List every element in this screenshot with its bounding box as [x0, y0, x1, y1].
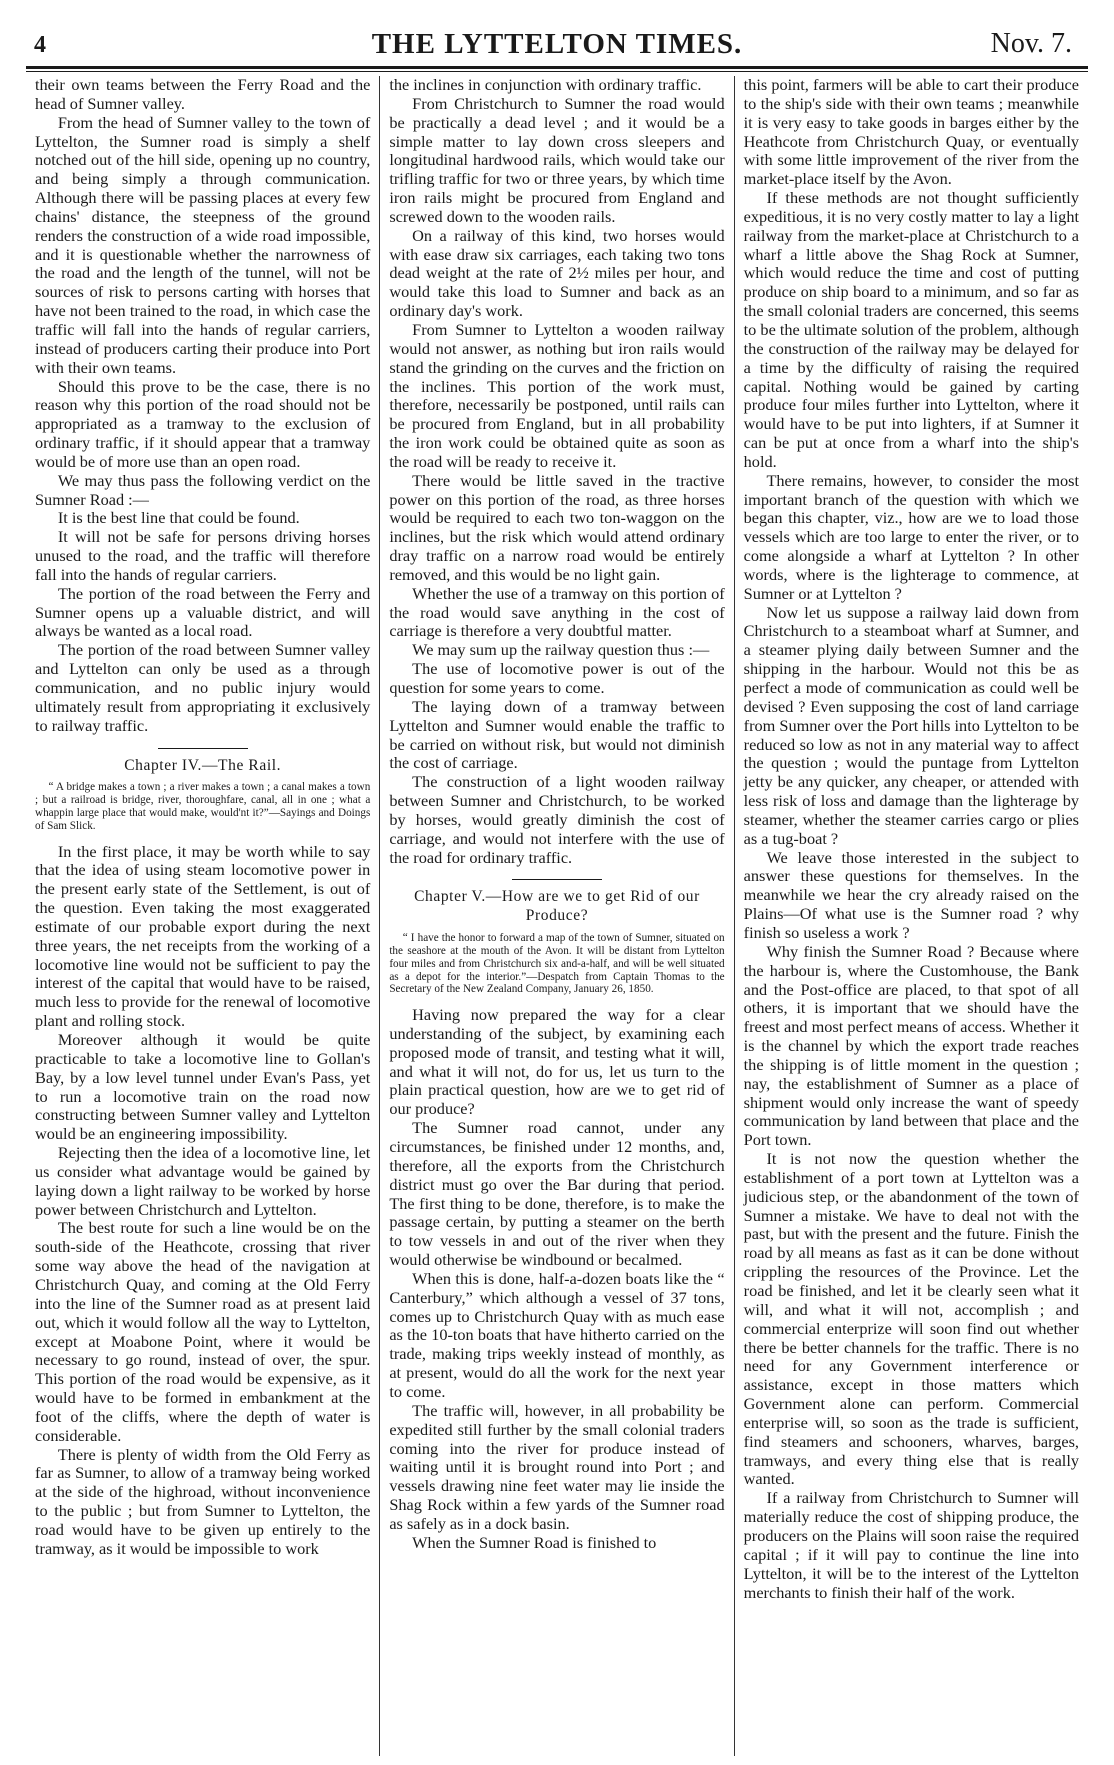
paragraph: Now let us suppose a railway laid down from Christchurch to a steamboat wharf at Sumner, and a steamer plying daily between Sumner and the shipping in the harbour. Would not this be as perfect a mode of communication as could well be devised ? Even supposing the cost of land carriage from Sumner over the Port hills into Lyttelton to be reduced so low as not in any material way to affect the question ; would the puntage from Lyttelton jetty be any quicker, any cheaper, or attended with less risk of loss and damage than the lighterage by steamer, whether the steamer carries cargo or plies as a tug-boat ? — [743, 602, 1079, 848]
paragraph: Rejecting then the idea of a locomotive line, let us consider what advantage would be gained by laying down a light railway to be worked by horse power between Christchurch and Lyttelton. — [35, 1143, 371, 1219]
column-2 — [379, 76, 733, 1756]
paragraph: The best route for such a line would be on the south-side of the Heathcote, crossing that river some way above the head of the navigation at Christchurch Quay, and coming at the Old Ferry into the line of the Sumner road as at present laid out, which it would follow all the way to Lyttelton, except at Moabone Point, where it would be necessary to go round, instead of over, the spur. This portion of the road would be expensive, as it would have to be formed in embankment at the foot of the cliffs, where the depth of water is considerable. — [35, 1218, 371, 1445]
paragraph: We leave those interested in the subject to answer these questions for themselves. In the meanwhile we hear the cry already raised on the Plains—Of what use is the Sumner road ? why finish so useless a work ? — [743, 847, 1079, 942]
paragraph: It is not now the question whether the establishment of a port town at Lyttelton was a judicious step, or the abandonment of the town of Sumner a mistake. We have to deal not with the past, but with the present and the future. Finish the road by all means as fast as it can be done without crippling the resources of the Province. Let the road be finished, and let it be clearly seen what it will, and what it will not, accomplish ; and commercial enterprize will soon find out whether there be better channels for the traffic. There is no need for any Government interference or assistance, except in those matters which Government alone can perform. Commercial enterprise will, so soon as the trade is sufficient, find steamers and schooners, wharves, barges, tramways, and every thing else that is really wanted. — [743, 1149, 1079, 1489]
section-divider — [512, 879, 602, 880]
paragraph: Having now prepared the way for a clear understanding of the subject, by examining each proposed mode of transit, and testing what it will, and what it will not, do for us, let us turn to the plain practical question, how are we to get rid of our produce? — [389, 1005, 725, 1119]
column-3 — [734, 76, 1088, 1756]
paragraph: When this is done, half-a-dozen boats like the “ Canterbury,” which although a vessel of 37 tons, comes up to Christchurch Quay with as much ease as the 10-ton boats that have hitherto carried on the trade, making trips weekly instead of monthly, as at present, would do all the work for the next year to come. — [389, 1268, 725, 1401]
article-columns — [26, 76, 1088, 1756]
chapter-epigraph: “ I have the honor to forward a map of the town of Sumner, situated on the seashore at the mouth of the Avon. It will be distant from Lyttelton four miles and from Christchurch six and-a-half, and will be well situated as a depot for the interior.”—Despatch from Captain Thomas to the Secretary of the New Zealand Company, January 26, 1850. — [389, 932, 725, 996]
paragraph: On a railway of this kind, two horses would with ease draw six carriages, each taking two tons dead weight at the rate of 2½ miles per hour, and would take this load to Sumner and back as an ordinary day's work. — [389, 225, 725, 321]
paragraph: The portion of the road between Sumner valley and Lyttelton can only be used as a through communication, and no public injury would ultimately result from appropriating it exclusively to railway traffic. — [35, 640, 371, 735]
column-1 — [26, 76, 379, 1756]
paragraph: The Sumner road cannot, under any circumstances, be finished under 12 months, and, therefore, all the exports from the Christchurch district must go over the Bar during that period. The first thing to be done, therefore, is to make the passage certain, by putting a steamer on the berth to tow vessels in and out of the river when they would otherwise be windbound or becalmed. — [389, 1118, 725, 1270]
paragraph: this point, farmers will be able to cart their produce to the ship's side with their own teams ; meanwhile it is very easy to take goods in barges either by the Heathcote from Christchurch Quay, or eventually with some little improvement of the river from the market-place itself by the Avon. — [743, 76, 1079, 189]
paragraph: We may thus pass the following verdict on the Sumner Road :— — [35, 470, 371, 509]
issue-date: Nov. 7. — [990, 28, 1072, 59]
paragraph: It will not be safe for persons driving horses unused to the road, and the traffic will therefore fall into the hands of regular carriers. — [35, 527, 371, 584]
paragraph: Should this prove to be the case, there is no reason why this portion of the road should not be appropriated as a tramway to the exclusion of ordinary traffic, if it should appear that a tramway would be of more use than an open road. — [35, 376, 371, 471]
paragraph: the inclines in conjunction with ordinary traffic. — [389, 76, 702, 94]
paragraph: There remains, however, to consider the most important branch of the question with which we began this chapter, viz., how are we to load those vessels which are too large to enter the river, or to come alongside a wharf at Lyttelton ? In other words, where is the lighterage to commence, at Sumner or at Lyttelton ? — [743, 470, 1079, 603]
header-rule-thick — [26, 66, 1088, 69]
paragraph: The construction of a light wooden railway between Sumner and Christchurch, to be worked by horses, would greatly diminish the cost of carriage, and would not interfere with the use of the road for ordinary traffic. — [389, 772, 725, 867]
paragraph: If these methods are not thought sufficiently expeditious, it is no very costly matter to lay a light railway from the market-place at Christchurch to a wharf a little above the Shag Rock at Sumner, which would reduce the time and cost of putting produce on ship board to a minimum, and so far as the small colonial traders are concerned, this seems to be the ultimate solution of the problem, although the construction of the railway may be delayed for a time by the difficulty of raising the required capital. Nothing would be gained by carting produce four miles further into Lyttelton, where it would have to be put into lighters, if at Sumner it can be put at once from a wharf into the ship's hold. — [743, 188, 1079, 471]
paragraph: their own teams between the Ferry Road and the head of Sumner valley. — [35, 76, 371, 113]
section-divider — [158, 748, 248, 749]
paragraph: When the Sumner Road is finished to — [412, 1532, 657, 1552]
chapter-epigraph: “ A bridge makes a town ; a river makes a town ; a canal makes a town ; but a railroad is bridge, river, thoroughfare, canal, all in one ; what a whappin large place that would make, would'nt it?”—Sayings and Doings of Sam Slick. — [35, 781, 371, 832]
paragraph: The laying down of a tramway between Lyttelton and Sumner would enable the traffic to be carried on without risk, but would not diminish the cost of carriage. — [389, 696, 725, 773]
paragraph: From Sumner to Lyttelton a wooden railway would not answer, as nothing but iron rails would stand the grinding on the curves and the friction on the inclines. This portion of the work must, therefore, necessarily be postponed, until rails can be procured from England, but in all probability the iron work could be obtained quite as soon as the road will be ready to receive it. — [389, 319, 725, 471]
paragraph: From the head of Sumner valley to the town of Lyttelton, the Sumner road is simply a shelf notched out of the hill side, opening up no country, and being simply a through communication. Although there will be passing places at every few chains' distance, the steepness of the ground renders the construction of a wide road impossible, and it is questionable whether the narrowness of the road and the length of the tunnel, will not be sources of risk to persons carting with horses that have not been trained to the road, in which case the traffic will fall into the hands of regular carriers, instead of producers carting their produce into Port with their own teams. — [35, 112, 371, 377]
paragraph: Whether the use of a tramway on this portion of the road would save anything in the cost of carriage is therefore a very doubtful matter. — [389, 583, 725, 641]
chapter-heading: Chapter V.—How are we to get Rid of our Produce? — [414, 888, 700, 925]
paragraph: The portion of the road between the Ferry and Sumner opens up a valuable district, and will always be wanted as a local road. — [35, 583, 371, 641]
paragraph: From Christchurch to Sumner the road would be practically a dead level ; and it would be a simple matter to lay down cross sleepers and longitudinal hardwood rails, which would take our trifling traffic for two or three years, by which time iron rails might be procured from England and screwed down to the wooden rails. — [389, 93, 725, 226]
header-rule-thin — [26, 71, 1088, 72]
paragraph: There would be little saved in the tractive power on this portion of the road, as three horses would be required to each two ton-waggon on the inclines, but the risk which would attend ordinary dray traffic on a narrow road would be entirely removed, and this would be no light gain. — [389, 470, 725, 584]
paragraph: It is the best line that could be found. — [57, 508, 300, 528]
paragraph: If a railway from Christchurch to Sumner will materially reduce the cost of shipping produce, the producers on the Plains will soon raise the required capital ; if it will pay to continue the line into Lyttelton, it will be to the interest of the Lyttelton merchants to finish their half of the work. — [743, 1488, 1079, 1602]
paragraph: The traffic will, however, in all probability be expedited still further by the small colonial traders coming into the river for produce instead of waiting until it is brought round into Port ; and vessels drawing nine feet water may lie inside the Shag Rock within a few yards of the Sumner road as safely as in a dock basin. — [389, 1400, 725, 1533]
paragraph: We may sum up the railway question thus :— — [412, 640, 710, 660]
chapter-heading: Chapter IV.—The Rail. — [124, 756, 282, 774]
masthead — [26, 26, 1088, 66]
paragraph: There is plenty of width from the Old Ferry as far as Sumner, to allow of a tramway being worked at the side of the highroad, without inconvenience to the public ; but from Sumner to Lyttelton, the road would have to be given up entirely to the tramway, as it would be impossible to work — [35, 1444, 371, 1558]
paragraph: Moreover although it would be quite practicable to take a locomotive line to Gollan's Bay, by a low level tunnel under Evan's Pass, yet to run a locomotive train on the road now constructing between Sumner valley and Lyttelton would be an engineering impossibility. — [35, 1030, 371, 1144]
paragraph: Why finish the Sumner Road ? Because where the harbour is, where the Customhouse, the Bank and the Post-office are placed, to that spot of all others, it is important that we should have the freest and most perfect means of access. Whether it is the channel by which the export trade reaches the shipping is of little moment in the question ; nay, the establishment of Sumner as a place of shipment would only increase the want of speedy communication by land between that place and the Port town. — [743, 941, 1079, 1150]
page-number: 4 — [34, 32, 46, 58]
paragraph: The use of locomotive power is out of the question for some years to come. — [389, 659, 725, 697]
paragraph: In the first place, it may be worth while to say that the idea of using steam locomotive power in the present early state of the Settlement, is out of the question. Even taking the most exaggerated estimate of our probable export during the next three years, the net receipts from the working of a locomotive line would not be sufficient to pay the interest of the capital that would have to be raised, much less to provide for the renewal of locomotive plant and rolling stock. — [35, 841, 371, 1031]
newspaper-title: THE LYTTELTON TIMES. — [371, 28, 743, 60]
